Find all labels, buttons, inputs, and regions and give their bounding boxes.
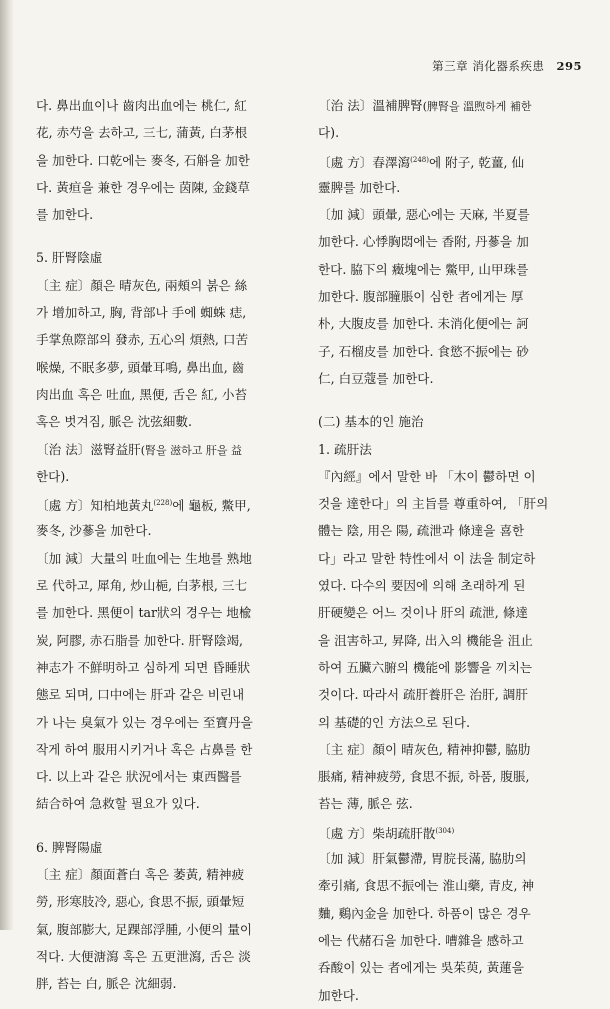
- text-line: 다」라고 말한 特性에서 이 法을 制定하: [318, 550, 536, 566]
- text-line: 다. 以上과 같은 狀況에서는 東西醫를: [36, 769, 242, 785]
- text-line: 을 加한다. 口乾에는 麥冬, 石斛을 加한: [36, 152, 250, 168]
- text-line: 態로 되며, 口中에는 肝과 같은 비린내: [36, 687, 245, 703]
- text-line: 氣, 腹部膨大, 足踝部浮腫, 小便의 量이: [36, 921, 253, 937]
- text-line: 朴, 大腹皮를 加한다. 未消化便에는 訶: [318, 316, 529, 332]
- chapter-title: 第三章 消化器系疾患: [432, 59, 545, 73]
- text-line: 花, 赤芍을 去하고, 三七, 蒲黃, 白茅根: [36, 125, 248, 141]
- text-line: 仁, 白豆蔻를 加한다.: [318, 370, 434, 386]
- text-line: 를 加한다.: [36, 207, 94, 223]
- section-text: (脾腎을 溫煦하게 補한: [422, 100, 532, 113]
- text-line: 하여 五臟六腑의 機能에 影響을 끼치는: [318, 659, 533, 675]
- text-line: 麥冬, 沙蔘을 加한다.: [36, 523, 152, 539]
- text-line: 子, 石榴皮를 加한다. 食慾不振에는 砂: [318, 343, 529, 359]
- text-line: 에는 代赭石을 加한다. 嘈雜을 感하고: [318, 932, 524, 948]
- text-line: 勞, 形寒肢冷, 惡心, 食思不振, 頭暈短: [36, 894, 245, 910]
- text-line: 5. 肝腎陰虛: [36, 250, 103, 266]
- section-label: 〔處 方〕春澤瀉: [318, 154, 411, 170]
- text-line: 〔主 症〕顏이 晴灰色, 精神抑鬱, 脇肋: [318, 741, 531, 757]
- section-label: 〔治 法〕滋腎益肝: [36, 441, 141, 457]
- text-line: 肝硬變은 어느 것이나 肝의 疏泄, 條達: [318, 605, 528, 621]
- text-line: 手掌魚際部의 發赤, 五心의 煩熱, 口苦: [36, 332, 249, 348]
- text-line: 를 加한다. 黑便이 tar狀의 경우는 地楡: [36, 605, 252, 621]
- text-line: 혹은 벗겨짐, 脈은 沈弦細數.: [36, 414, 192, 430]
- text-line: 苔는 薄, 脈은 弦.: [318, 796, 413, 812]
- book-gutter-shadow: [0, 0, 14, 930]
- text-line: 가 나는 臭氣가 있는 경우에는 至寶丹을: [36, 714, 253, 730]
- text-line: 靈脾를 加한다.: [318, 179, 401, 195]
- text-line: 『內經』에서 말한 바 「木이 鬱하면 이: [318, 468, 536, 484]
- right-text-column: [318, 92, 580, 1009]
- text-line: 呑酸이 있는 者에게는 吳茱萸, 黃蓮을: [318, 960, 524, 976]
- text-line: 한다. 脇下의 癥塊에는 鱉甲, 山甲珠를: [318, 261, 529, 277]
- text-line: 〔主 症〕顏面蒼白 혹은 萎黃, 精神疲: [36, 867, 245, 883]
- text-line: 을 沮害하고, 昇降, 出入의 機能을 沮止: [318, 632, 533, 648]
- running-header: [432, 58, 582, 74]
- text-line: 肉出血 혹은 吐血, 黑便, 舌은 紅, 小苔: [36, 386, 248, 402]
- text-line: 喉燥, 不眠多夢, 頭暈耳鳴, 鼻出血, 齒: [36, 359, 245, 375]
- text-line: [36, 490, 298, 517]
- text-line: 1. 疏肝法: [318, 441, 372, 457]
- text-line: [36, 436, 298, 463]
- text-line: 加한다. 心悸胸悶에는 香附, 丹蔘을 加: [318, 234, 529, 250]
- text-line: (二) 基本的인 施治: [318, 414, 424, 430]
- text-line: 牽引痛, 食思不振에는 淮山藥, 青皮, 神: [318, 878, 535, 894]
- text-line: 炭, 阿膠, 赤石脂를 加한다. 肝腎陰竭,: [36, 632, 244, 648]
- section-text: 에 龜板, 鱉甲,: [172, 498, 251, 514]
- text-line: 麯, 鷄內金을 加한다. 하품이 많은 경우: [318, 905, 531, 921]
- text-line: 작게 하여 服用시키거나 혹은 占鼻를 한: [36, 741, 253, 757]
- paragraph-gap: [318, 392, 580, 408]
- text-line: 로 代하고, 犀角, 炒山梔, 白茅根, 三七: [36, 578, 248, 594]
- section-text: (腎을 滋하고 肝을 益: [140, 443, 243, 457]
- text-line: [318, 92, 580, 119]
- text-line: [318, 818, 580, 845]
- text-line: 〔加 減〕大量의 吐血에는 生地를 熟地: [36, 550, 252, 566]
- text-line: 것을 達한다」의 主旨를 尊重하여, 「肝의: [318, 496, 549, 512]
- text-line: 다. 黃疸을 兼한 경우에는 茵陳, 金錢草: [36, 179, 250, 195]
- text-line: 〔加 減〕肝氣鬱滯, 胃脘長滿, 脇肋의: [318, 851, 527, 867]
- paragraph-gap: [36, 818, 298, 834]
- page-number: 295: [556, 59, 582, 73]
- text-line: 胖, 苔는 白, 脈은 沈細弱.: [36, 976, 177, 992]
- text-line: 것이다. 따라서 疏肝養肝은 治肝, 調肝: [318, 687, 528, 703]
- text-line: 6. 脾腎陽虛: [36, 839, 103, 855]
- text-line: 結合하여 急救할 필요가 있다.: [36, 796, 200, 812]
- text-line: 脹痛, 精神疲勞, 食思不振, 하품, 腹脹,: [318, 769, 530, 785]
- footnote-reference: (228): [153, 499, 173, 508]
- section-label: 〔治 法〕溫補脾腎: [318, 98, 423, 113]
- text-line: 다).: [318, 125, 340, 141]
- text-line: 한다).: [36, 468, 70, 484]
- text-line: 적다. 大便溏瀉 혹은 五更泄瀉, 舌은 淡: [36, 948, 251, 964]
- footnote-reference: (248): [410, 155, 429, 164]
- text-line: 加한다. 腹部膧脹이 심한 者에게는 厚: [318, 289, 524, 305]
- text-line: 〔加 減〕頭暈, 惡心에는 天麻, 半夏를: [318, 207, 530, 223]
- text-line: 神志가 不鮮明하고 심하게 되면 昏睡狀: [36, 659, 251, 675]
- text-line: 였다. 다수의 要因에 의해 초래하게 된: [318, 578, 526, 594]
- text-line: 體는 陰, 用은 陽, 疏泄과 條達을 喜한: [318, 523, 525, 539]
- section-label: 〔處 方〕柴胡疏肝散: [318, 825, 436, 841]
- section-text: 에 附子, 乾薑, 仙: [429, 154, 525, 170]
- text-line: 가 增加하고, 胸, 背部나 手에 蜘蛛 痣,: [36, 305, 247, 321]
- left-text-column: [36, 92, 298, 998]
- paragraph-gap: [36, 228, 298, 244]
- text-line: 의 基礎的인 方法으로 된다.: [318, 714, 470, 730]
- footnote-reference: (304): [435, 826, 455, 835]
- text-line: 다. 鼻出血이나 齒肉出血에는 桃仁, 紅: [36, 98, 247, 113]
- text-line: 加한다.: [318, 987, 359, 1003]
- section-label: 〔處 方〕知柏地黃丸: [36, 498, 154, 514]
- text-line: 〔主 症〕顏은 晴灰色, 兩頰의 붉은 絲: [36, 277, 248, 293]
- text-line: [318, 147, 580, 174]
